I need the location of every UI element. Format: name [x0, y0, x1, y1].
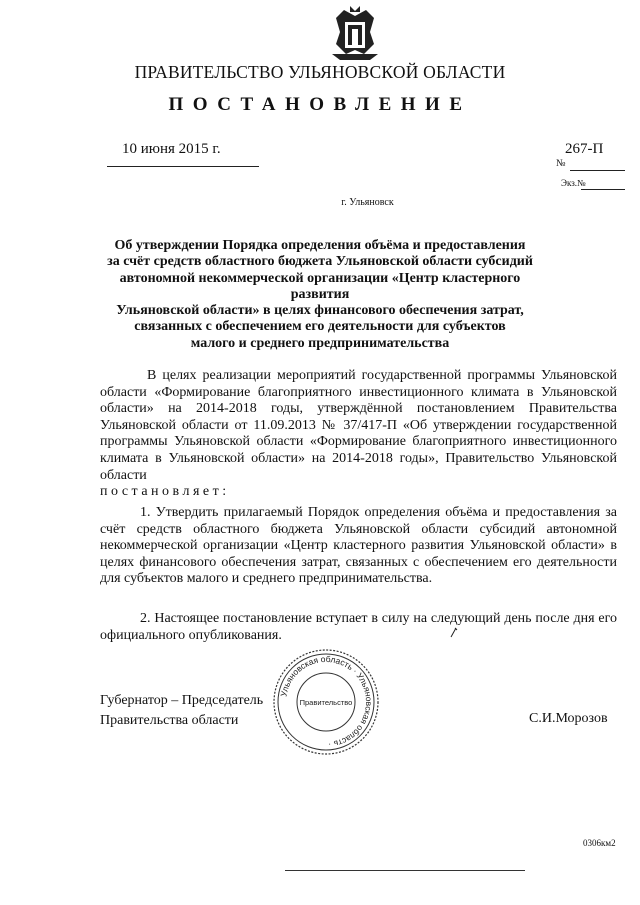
clause-2: 2. Настоящее постановление вступает в силу на следующий день после дня его официального опубликования.: [100, 611, 617, 643]
document-code: 0306км2: [583, 838, 616, 848]
title-line: автономной некоммерческой организации «Центр кластерного развития: [119, 270, 521, 302]
title-line: Об утверждении Порядка определения объёма и предоставления: [114, 238, 526, 253]
city: г. Ульяновск: [341, 197, 394, 208]
footer-line: [285, 870, 525, 871]
copy-underline: [581, 189, 625, 190]
copy-label: Экз.№: [561, 178, 586, 188]
official-seal: [272, 648, 380, 756]
document-type: ПОСТАНОВЛЕНИЕ: [168, 94, 472, 115]
number-label: №: [556, 158, 566, 169]
preamble-text: В целях реализации мероприятий государственной программы Ульяновской области «Формирование благоприятного инвестиционного климата в Ульяновской области» на 2014-2018 годы, утверждённой постановлением Правительства Ульяновской области от 11.09.2013 № 37/417-П «Об утверждении государственной программы Ульяновской области «Формирование благоприятного инвестиционного климата в Ульяновской области» на 2014-2018 годы», Правительство Ульяновской области: [100, 368, 617, 483]
number-underline: [570, 170, 625, 171]
signatory-position: [100, 691, 263, 731]
document-date: 10 июня 2015 г.: [122, 141, 221, 157]
position-line: Губернатор – Председатель: [100, 693, 264, 708]
svg-text:Ульяновская область · Ульяновс: Ульяновская область · Ульяновская область ·: [278, 653, 375, 750]
document-number: 267-П: [565, 141, 604, 157]
resolves-word: постановляет:: [100, 484, 230, 500]
title-line: Ульяновской области» в целях финансового обеспечения затрат,: [116, 303, 524, 319]
preamble-paragraph: [100, 368, 617, 501]
government-name: ПРАВИТЕЛЬСТВО УЛЬЯНОВСКОЙ ОБЛАСТИ: [134, 62, 506, 82]
coat-of-arms-icon: [330, 4, 380, 62]
title-line: за счёт средств областного бюджета Ульяновской области субсидий: [107, 254, 533, 270]
clause-1: 1. Утвердить прилагаемый Порядок определения объёма и предоставления за счёт средств областного бюджета Ульяновской области субсидий автономной некоммерческой организации «Центр кластерного развития Ульяновской области» в целях финансового обеспечения затрат, связанных с обеспечением его деятельности для субъектов малого и среднего предпринимательства.: [100, 505, 617, 587]
position-line: Правительства области: [100, 713, 239, 728]
document-title: [100, 238, 540, 352]
svg-text:Правительство: Правительство: [299, 698, 353, 707]
signatory-name: С.И.Морозов: [529, 711, 608, 726]
date-underline: [107, 166, 259, 167]
title-line: малого и среднего предпринимательства: [190, 335, 450, 351]
title-line: связанных с обеспечением его деятельности для субъектов: [134, 319, 506, 335]
handwritten-mark-icon: [450, 626, 458, 638]
